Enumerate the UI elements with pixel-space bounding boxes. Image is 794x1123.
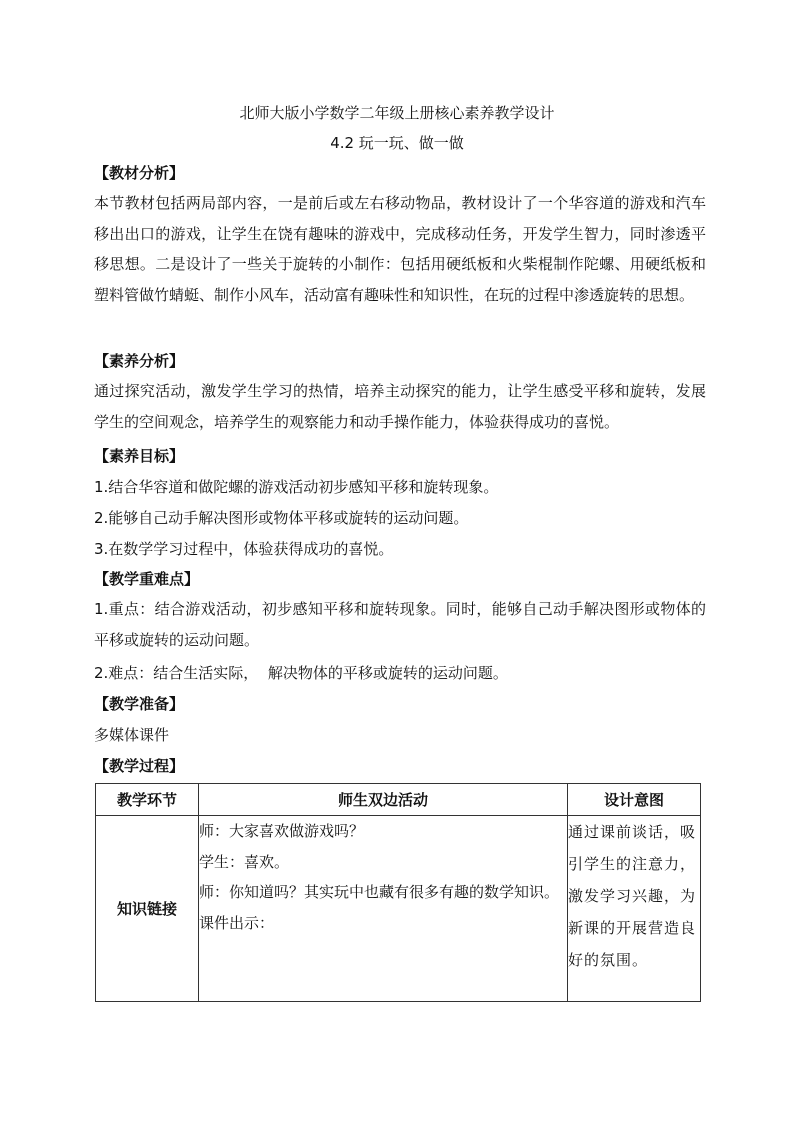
literacy-body: 通过探究活动，激发学生学习的热情，培养主动探究的能力，让学生感受平移和旋转，发展学生的空间观念，培养学生的观察能力和动手操作能力，体验获得成功的喜悦。	[94, 382, 706, 431]
lesson-title: 4.2 玩一玩、做一做	[330, 134, 464, 152]
literacy-heading: 【素养分析】	[94, 352, 185, 370]
table-row	[96, 816, 701, 1002]
keypoint-key: 1.重点：结合游戏活动，初步感知平移和旋转现象。同时，能够自己动手解决图形或物体的平移或旋转的运动问题。	[94, 600, 706, 649]
header-stage: 教学环节	[96, 784, 199, 816]
header-intent: 设计意图	[568, 784, 701, 816]
analysis-body: 本节教材包括两局部内容，一是前后或左右移动物品，教材设计了一个华容道的游戏和汽车移出出口的游戏，让学生在饶有趣味的游戏中，完成移动任务，开发学生智力，同时渗透平移思想。二是设计了一些关于旋转的小制作：包括用硬纸板和火柴棍制作陀螺、用硬纸板和塑料管做竹蜻蜓、制作小风车，活动富有趣味性和知识性，在玩的过程中渗透旋转的思想。	[94, 194, 706, 304]
keypoint-difficult: 2.难点：结合生活实际， 解决物体的平移或旋转的运动问题。	[94, 664, 508, 682]
goal-item-1: 1.结合华容道和做陀螺的游戏活动初步感知平移和旋转现象。	[94, 478, 499, 496]
goal-item-3: 3.在数学学习过程中，体验获得成功的喜悦。	[94, 540, 394, 558]
table-header-row	[96, 784, 701, 816]
stage-cell: 知识链接	[96, 816, 199, 1002]
activity-line-2: 学生：喜欢。	[199, 852, 290, 871]
process-heading: 【教学过程】	[94, 757, 185, 775]
analysis-heading: 【教材分析】	[94, 164, 185, 182]
activity-line-4: 课件出示：	[199, 913, 275, 932]
prep-heading: 【教学准备】	[94, 695, 185, 713]
prep-body: 多媒体课件	[94, 726, 170, 744]
intent-cell: 通过课前谈话，吸引学生的注意力，激发学习兴趣，为新课的开展营造良好的氛围。	[568, 816, 701, 1002]
header-activities: 师生双边活动	[199, 784, 568, 816]
activity-line-3: 师：你知道吗？其实玩中也藏有很多有趣的数学知识。	[199, 883, 560, 901]
activities-cell	[199, 816, 568, 1002]
process-table	[95, 783, 701, 1002]
activity-line-1: 师：大家喜欢做游戏吗？	[199, 822, 365, 840]
goal-item-2: 2.能够自己动手解决图形或物体平移或旋转的运动问题。	[94, 509, 469, 527]
keypoints-heading: 【教学重难点】	[94, 570, 200, 588]
goals-heading: 【素养目标】	[94, 447, 185, 465]
document-title: 北师大版小学数学二年级上册核心素养教学设计	[239, 104, 555, 122]
